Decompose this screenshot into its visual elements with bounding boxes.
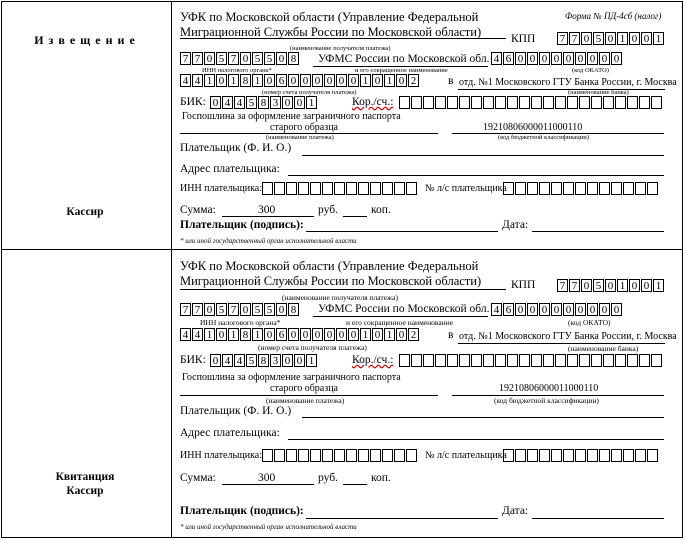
kpp-cell: 5 xyxy=(593,279,604,292)
account-cell: 6 xyxy=(276,328,287,341)
org-short-name: УФМС России по Московской обл. xyxy=(318,303,490,315)
kpp-cell: 0 xyxy=(629,32,640,45)
bank-prefix: в xyxy=(448,329,454,341)
account-cell: 0 xyxy=(300,74,311,87)
account-cell: 0 xyxy=(336,328,347,341)
account-caption: (номер счета получателя платежа) xyxy=(258,343,367,352)
bik-cell: 4 xyxy=(222,354,233,367)
okato-cell: 0 xyxy=(551,52,562,65)
bank-name: отд. №1 Московского ГТУ Банка России, г. Москва xyxy=(459,77,677,88)
payer-inn-cell[interactable] xyxy=(274,449,285,462)
purpose-line-2: старого образца xyxy=(270,383,338,394)
korsch-cell xyxy=(543,354,554,367)
kpp-cell: 0 xyxy=(581,32,592,45)
bik-cell: 4 xyxy=(222,96,233,109)
kbk-value: 19210806000011000110 xyxy=(499,383,599,394)
korsch-cell xyxy=(519,354,530,367)
kpp-cell: 1 xyxy=(617,32,628,45)
payer-inn-cell[interactable] xyxy=(286,449,297,462)
sum-label: Сумма: xyxy=(180,472,216,484)
korsch-cell xyxy=(603,354,614,367)
korsch-cell xyxy=(615,354,626,367)
bik-cell: 4 xyxy=(234,96,245,109)
kpp-cell: 7 xyxy=(569,279,580,292)
purpose-line-1: Госпошлина за оформление заграничного паспорта xyxy=(182,372,401,383)
notice-title: И з в е щ е н и е xyxy=(34,33,136,47)
korsch-cell xyxy=(411,354,422,367)
account-cell: 0 xyxy=(264,74,275,87)
kop-label: коп. xyxy=(371,204,391,216)
receipt-cashier-label: Кассир xyxy=(66,485,104,497)
signature-label: Плательщик (подпись): xyxy=(180,505,304,517)
inn-cell: 7 xyxy=(192,303,203,316)
payer-inn-cell[interactable] xyxy=(262,449,273,462)
korsch-cell xyxy=(639,354,650,367)
account-cell: 1 xyxy=(204,328,215,341)
recipient-underline xyxy=(180,289,506,290)
account-cell: 0 xyxy=(216,74,227,87)
payer-inn-cell[interactable] xyxy=(310,449,321,462)
account-cell: 1 xyxy=(384,328,395,341)
account-digits xyxy=(180,328,420,341)
bank-caption: (наименование банка) xyxy=(568,344,639,353)
bik-cell: 0 xyxy=(294,354,305,367)
korsch-cell xyxy=(627,354,638,367)
okato-cell: 0 xyxy=(563,52,574,65)
ls-label: № л/с плательщика xyxy=(425,183,507,194)
account-cell: 0 xyxy=(288,328,299,341)
okato-cell: 0 xyxy=(539,52,550,65)
account-cell: 0 xyxy=(324,74,335,87)
kpp-cell: 0 xyxy=(641,32,652,45)
korsch-cell xyxy=(459,354,470,367)
korsch-cell xyxy=(495,354,506,367)
ls-cell[interactable] xyxy=(527,449,538,462)
korsch-cell xyxy=(651,354,662,367)
account-cell: 1 xyxy=(204,74,215,87)
payer-inn-cell[interactable] xyxy=(406,449,417,462)
kpp-cell: 1 xyxy=(653,279,664,292)
account-cell: 0 xyxy=(372,74,383,87)
account-cell: 0 xyxy=(312,74,323,87)
kop-label: коп. xyxy=(371,472,391,484)
address-underline[interactable] xyxy=(288,439,664,440)
account-cell: 1 xyxy=(228,328,239,341)
payer-inn-cell[interactable] xyxy=(394,449,405,462)
recipient-line-1: УФК по Московской области (Управление Федеральной xyxy=(180,10,479,24)
bik-cell: 0 xyxy=(282,354,293,367)
okato-cell: 4 xyxy=(491,52,502,65)
payer-underline[interactable] xyxy=(302,417,664,418)
korsch-cell xyxy=(507,354,518,367)
account-cell: 0 xyxy=(336,74,347,87)
account-cell: 1 xyxy=(228,74,239,87)
okato-cell: 0 xyxy=(563,303,574,316)
korsch-cell xyxy=(435,354,446,367)
inn-cell: 5 xyxy=(252,303,263,316)
ls-cell[interactable] xyxy=(635,449,646,462)
okato-cell: 0 xyxy=(599,52,610,65)
inn-cell: 7 xyxy=(228,303,239,316)
account-cell: 0 xyxy=(288,74,299,87)
okato-cell: 0 xyxy=(515,303,526,316)
kpp-cell: 0 xyxy=(581,279,592,292)
recipient-line-2: Миграционной Службы России по Московской области) xyxy=(180,274,482,288)
date-label: Дата: xyxy=(502,505,529,517)
inn-cell: 0 xyxy=(276,52,287,65)
inn-cell: 0 xyxy=(204,303,215,316)
okato-cell: 0 xyxy=(527,303,538,316)
address-label: Адрес плательщика: xyxy=(180,163,280,175)
kpp-cell: 7 xyxy=(569,32,580,45)
account-cell: 1 xyxy=(252,74,263,87)
kbk-value: 19210806000011000110 xyxy=(483,122,583,133)
kpp-cell: 1 xyxy=(617,279,628,292)
inn-cell: 7 xyxy=(180,52,191,65)
account-cell: 8 xyxy=(240,74,251,87)
inn-caption: ИНН налогового органа* xyxy=(202,67,272,74)
rub-label: руб. xyxy=(318,472,338,484)
ls-label: № л/с плательщика xyxy=(425,450,507,461)
inn-cell: 0 xyxy=(240,303,251,316)
korsch-cell xyxy=(483,354,494,367)
account-caption: (номер счета получателя платежа) xyxy=(262,89,357,96)
ls-cell[interactable] xyxy=(563,449,574,462)
payer-inn-cell[interactable] xyxy=(334,449,345,462)
account-cell: 2 xyxy=(408,328,419,341)
bik-cell: 8 xyxy=(258,354,269,367)
kpp-cell: 0 xyxy=(641,279,652,292)
okato-cell: 0 xyxy=(527,52,538,65)
payer-inn-label: ИНН плательщика: xyxy=(180,450,263,461)
recipient-caption: (наименование получателя платежа) xyxy=(282,293,398,302)
account-cell: 0 xyxy=(312,328,323,341)
ls-cells[interactable] xyxy=(503,449,659,462)
account-cell: 4 xyxy=(180,74,191,87)
org-short-name: УФМС России по Московской обл. xyxy=(318,53,490,65)
account-cell: 0 xyxy=(396,74,407,87)
bank-prefix: в xyxy=(448,75,454,87)
kpp-cell: 0 xyxy=(605,279,616,292)
okato-cell: 6 xyxy=(503,303,514,316)
inn-cell: 5 xyxy=(216,52,227,65)
bik-cell: 3 xyxy=(270,354,281,367)
payer-inn-cell[interactable] xyxy=(298,449,309,462)
footnote: * или иной государственный орган исполнительной власти xyxy=(180,237,357,245)
recipient-line-2: Миграционной Службы России по Московской области) xyxy=(180,25,482,39)
korsch-cell xyxy=(399,354,410,367)
signature-label: Плательщик (подпись): xyxy=(180,219,304,231)
korsch-cell xyxy=(591,354,602,367)
inn-cell: 0 xyxy=(204,52,215,65)
kpp-cell: 0 xyxy=(605,32,616,45)
account-cell: 2 xyxy=(408,74,419,87)
inn-cell: 7 xyxy=(180,303,191,316)
bik-cell: 0 xyxy=(294,96,305,109)
ls-cell[interactable] xyxy=(623,449,634,462)
purpose-caption: (наименование платежа) xyxy=(266,134,334,141)
account-cell: 1 xyxy=(360,74,371,87)
bik-cell: 1 xyxy=(306,96,317,109)
korsch-cell xyxy=(579,354,590,367)
okato-digits xyxy=(491,303,623,316)
korsch-cell xyxy=(423,354,434,367)
inn-cell: 5 xyxy=(216,303,227,316)
bank-name: отд. №1 Московского ГТУ Банка России, г. Москва xyxy=(459,331,677,342)
account-cell: 0 xyxy=(348,328,359,341)
account-cell: 4 xyxy=(180,328,191,341)
recipient-line-1: УФК по Московской области (Управление Федеральной xyxy=(180,259,479,273)
bik-cell: 4 xyxy=(234,354,245,367)
inn-cell: 8 xyxy=(288,52,299,65)
ls-cell[interactable] xyxy=(539,449,550,462)
okato-cell: 0 xyxy=(587,52,598,65)
inn-digits xyxy=(180,303,300,316)
account-cell: 4 xyxy=(192,74,203,87)
okato-cell: 0 xyxy=(515,52,526,65)
ls-cell[interactable] xyxy=(575,449,586,462)
payer-inn-cells[interactable] xyxy=(262,449,418,462)
purpose-line-2: старого образца xyxy=(270,122,338,133)
okato-caption: (код ОКАТО) xyxy=(568,318,611,327)
inn-cell: 8 xyxy=(288,303,299,316)
ls-cell[interactable] xyxy=(599,449,610,462)
kpp-cell: 1 xyxy=(653,32,664,45)
account-cell: 0 xyxy=(348,74,359,87)
kpp-cell: 7 xyxy=(557,32,568,45)
korsch-text: Кор./сч.: xyxy=(352,96,394,108)
bik-cell: 0 xyxy=(282,96,293,109)
okato-cell: 0 xyxy=(587,303,598,316)
receipt-title: Квитанция xyxy=(55,471,115,483)
account-cell: 0 xyxy=(324,328,335,341)
sum-label: Сумма: xyxy=(180,204,216,216)
date-label: Дата: xyxy=(502,219,529,231)
kpp-digits xyxy=(557,279,665,292)
account-cell: 0 xyxy=(396,328,407,341)
korsch-cell xyxy=(471,354,482,367)
bik-digits xyxy=(210,354,318,367)
ls-cell[interactable] xyxy=(551,449,562,462)
okato-cell: 0 xyxy=(575,52,586,65)
notice-cashier-label: Кассир xyxy=(66,206,104,218)
inn-cell: 5 xyxy=(264,52,275,65)
account-cell: 0 xyxy=(216,328,227,341)
kpp-label: КПП xyxy=(511,279,536,291)
korsch-text: Кор./сч.: xyxy=(352,354,394,366)
korsch-label xyxy=(352,354,393,366)
recipient-caption: (наименование получателя платежа) xyxy=(290,45,391,52)
inn-cell: 5 xyxy=(264,303,275,316)
account-cell: 1 xyxy=(384,74,395,87)
bik-cell: 0 xyxy=(210,354,221,367)
okato-cell: 4 xyxy=(491,303,502,316)
purpose-caption: (наименование платежа) xyxy=(266,396,345,405)
kbk-caption: (код бюджетной классификации) xyxy=(498,134,589,141)
sum-value: 300 xyxy=(258,204,276,216)
rub-label: руб. xyxy=(318,204,338,216)
bank-caption: (наименование банка) xyxy=(568,89,629,96)
payer-inn-cell[interactable] xyxy=(358,449,369,462)
bik-cell: 1 xyxy=(306,354,317,367)
payer-label: Плательщик (Ф. И. О.) xyxy=(180,142,292,154)
okato-cell: 6 xyxy=(503,52,514,65)
bik-cell: 8 xyxy=(258,96,269,109)
okato-cell: 0 xyxy=(551,303,562,316)
okato-cell: 0 xyxy=(575,303,586,316)
bik-label: БИК: xyxy=(180,96,206,108)
payer-inn-cell[interactable] xyxy=(382,449,393,462)
bik-cell: 5 xyxy=(246,96,257,109)
inn-caption: ИНН налогового органа* xyxy=(200,318,281,327)
org-short-underline xyxy=(313,316,488,317)
signature-underline[interactable] xyxy=(306,518,498,519)
account-cell: 1 xyxy=(252,328,263,341)
payer-inn-cell[interactable] xyxy=(370,449,381,462)
ls-cell[interactable] xyxy=(647,449,658,462)
address-label: Адрес плательщика: xyxy=(180,427,280,439)
kpp-label: КПП xyxy=(511,33,536,45)
bik-cell: 5 xyxy=(246,354,257,367)
korsch-digits xyxy=(399,354,663,367)
inn-cell: 7 xyxy=(228,52,239,65)
kpp-cell: 5 xyxy=(593,32,604,45)
okato-cell: 0 xyxy=(539,303,550,316)
inn-cell: 5 xyxy=(252,52,263,65)
account-cell: 0 xyxy=(264,328,275,341)
bik-cell: 3 xyxy=(270,96,281,109)
account-cell: 0 xyxy=(300,328,311,341)
inn-cell: 0 xyxy=(240,52,251,65)
ls-cell[interactable] xyxy=(515,449,526,462)
sum-underline[interactable] xyxy=(222,484,314,485)
ls-cell[interactable] xyxy=(503,449,514,462)
bik-label: БИК: xyxy=(180,354,206,366)
org-short-caption: и его сокращенное наименование xyxy=(355,67,448,74)
okato-cell: 0 xyxy=(611,303,622,316)
kpp-cell: 0 xyxy=(629,279,640,292)
org-short-caption: и его сокращенное наименование xyxy=(346,318,454,327)
kpp-cell: 7 xyxy=(557,279,568,292)
okato-caption: (код ОКАТО) xyxy=(572,67,609,74)
inn-cell: 7 xyxy=(192,52,203,65)
kop-underline[interactable] xyxy=(343,484,367,485)
kbk-caption: (код бюджетной классификации) xyxy=(494,396,599,405)
account-cell: 0 xyxy=(372,328,383,341)
korsch-cell xyxy=(555,354,566,367)
footnote: * или иной государственный орган исполнительной власти xyxy=(180,523,357,531)
payer-inn-cell[interactable] xyxy=(322,449,333,462)
account-cell: 4 xyxy=(192,328,203,341)
payer-label: Плательщик (Ф. И. О.) xyxy=(180,405,292,417)
account-cell: 6 xyxy=(276,74,287,87)
date-underline[interactable] xyxy=(532,518,664,519)
korsch-cell xyxy=(531,354,542,367)
purpose-line-1: Госпошлина за оформление заграничного паспорта xyxy=(182,111,401,122)
account-cell: 8 xyxy=(240,328,251,341)
payer-inn-label: ИНН плательщика: xyxy=(180,183,263,194)
sum-value: 300 xyxy=(258,472,276,484)
inn-cell: 0 xyxy=(276,303,287,316)
korsch-cell xyxy=(447,354,458,367)
okato-cell: 0 xyxy=(611,52,622,65)
bik-cell: 0 xyxy=(210,96,221,109)
payer-inn-cell[interactable] xyxy=(346,449,357,462)
korsch-cell xyxy=(567,354,578,367)
ls-cell[interactable] xyxy=(611,449,622,462)
form-number: Форма № ПД-4сб (налог) xyxy=(565,11,662,21)
ls-cell[interactable] xyxy=(587,449,598,462)
okato-cell: 0 xyxy=(599,303,610,316)
account-cell: 1 xyxy=(360,328,371,341)
